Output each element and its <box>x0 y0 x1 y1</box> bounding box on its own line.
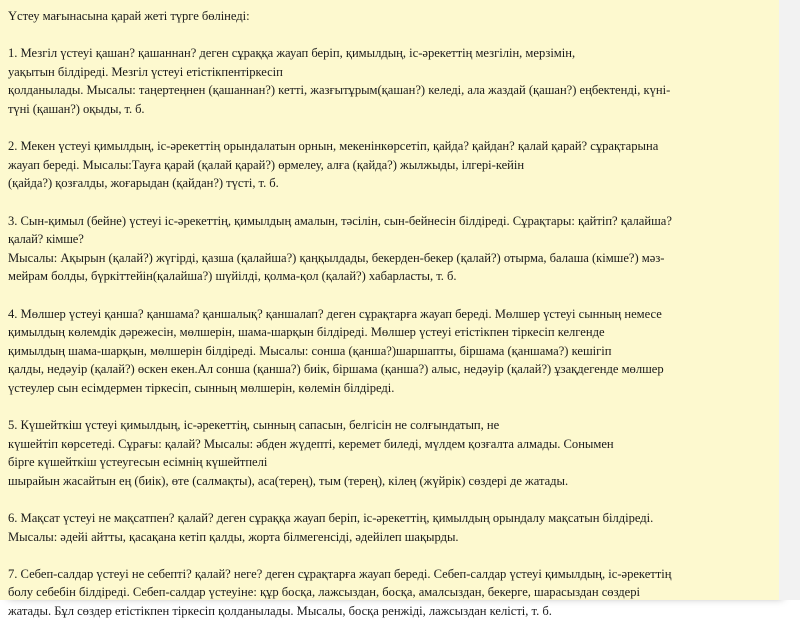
text-line: қимылдың шама-шарқын, мөлшерін білдіреді. Мысалы: сонша (қанша?)шаршапты, біршама (қаншама?) кешігіп <box>8 343 612 358</box>
text-line: шырайын жасайтын ең (биік), өте (салмақты), аса(терең), тым (терең), кілең (жүйрік) сөздері де жатады. <box>8 473 569 488</box>
spacer <box>8 119 776 138</box>
right-margin-strip <box>779 0 800 600</box>
section-7 <box>8 565 776 621</box>
text-line: күшейтіп көрсетеді. Сұрағы: қалай? Мысалы: әбден жүдепті, керемет биледі, мүлдем қозғалта алмады. Сонымен <box>8 436 614 451</box>
spacer <box>8 26 776 45</box>
text-line: мейрам болды, бүркіттейін(қалайша?) шүйілді, қолма-қол (қалай?) хабарласты, т. б. <box>8 269 457 284</box>
section-2 <box>8 137 776 193</box>
text-line: бірге күшейткіш үстеугесын есімнің күшейтпелі <box>8 455 268 470</box>
text-line: үстеулер сын есімдермен тіркесіп, сынның мөлшерін, көлемін білдіреді. <box>8 380 395 395</box>
text-line: Мысалы: Ақырын (қалай?) жүгірді, қазша (қалайша?) қаңқылдады, бекерден-бекер (қалай?) отырма, балаша (кімше?) мәз- <box>8 250 665 265</box>
section-5 <box>8 416 776 490</box>
text-line: қалай? кімше? <box>8 232 84 247</box>
section-6 <box>8 509 776 546</box>
document-body <box>8 7 776 621</box>
text-line: 4. Мөлшер үстеуі қанша? қаншама? қаншалық? қаншалап? деген сұрақтарға жауап береді. Мөлшер үстеуі сынның немесе <box>8 306 662 321</box>
text-line: 1. Мезгіл үстеуі қашан? қашаннан? деген сұраққа жауап беріп, қимылдың, іс-әрекеттің мезгілін, мерзімін, <box>8 46 576 61</box>
text-line: түні (қашан?) оқыды, т. б. <box>8 101 145 116</box>
text-line: 7. Себеп-салдар үстеуі не себепті? қалай? неге? деген сұрақтарға жауап береді. Себеп-салдар үстеуі қимылдың, іс-әрекеттің <box>8 566 672 581</box>
text-line: қалды, недәуір (қалай?) өскен екен.Ал сонша (қанша?) биік, біршама (қанша?) алыс, недәуір (қалай?) ұзақдегенде мөлшер <box>8 362 664 377</box>
section-3 <box>8 212 776 286</box>
text-line: (қайда?) қозғалды, жоғарыдан (қайдан?) түсті, т. б. <box>8 176 279 191</box>
spacer <box>8 490 776 509</box>
text-line: 6. Мақсат үстеуі не мақсатпен? қалай? деген сұраққа жауап беріп, іс-әрекеттің, қимылдың орындалу мақсатын білдіреді. <box>8 511 654 526</box>
spacer <box>8 193 776 212</box>
text-line: қолданылады. Мысалы: таңертеңнен (қашаннан?) кетті, жазғытұрым(қашан?) келеді, ала жаздай (қашан?) еңбектенді, күні- <box>8 83 671 98</box>
spacer <box>8 397 776 416</box>
text-line: жауап береді. Мысалы:Тауға қарай (қалай қарай?) өрмелеу, алға (қайда?) жылжыды, ілгері-кейін <box>8 157 525 172</box>
text-line: болу себебін білдіреді. Себеп-салдар үстеуіне: құр босқа, лажсыздан, босқа, амалсыздан, бекерге, шарасыздан сөздері <box>8 585 641 600</box>
heading: Үстеу мағынасына қарай жеті түрге бөлінеді: <box>8 9 250 23</box>
text-line: 5. Күшейткіш үстеуі қимылдың, іс-әрекеттің, сынның сапасын, белгісін не солғындатып, не <box>8 418 500 433</box>
spacer <box>8 546 776 565</box>
section-1 <box>8 44 776 118</box>
text-line: уақытын білдіреді. Мезгіл үстеуі етістікпентіркесіп <box>8 64 283 79</box>
spacer <box>8 286 776 305</box>
text-line: Мысалы: әдейі айтты, қасақана кетіп қалды, жорта білмегенсіді, әдейілеп шақырды. <box>8 529 459 544</box>
text-line: жатады. Бұл сөздер етістікпен тіркесіп қолданылады. Мысалы, босқа ренжіді, лажсыздан келісті, т. б. <box>8 604 552 618</box>
text-line: қимылдың көлемдік дәрежесін, мөлшерін, шама-шарқын білдіреді. Мөлшер үстеуі етістікпен тіркесіп келгенде <box>8 325 605 340</box>
text-line: 3. Сын-қимыл (бейне) үстеуі іс-әрекеттің, қимылдың амалын, тәсілін, сын-бейнесін білдіреді. Сұрақтары: қайтіп? қалайша? <box>8 213 672 228</box>
section-4 <box>8 305 776 398</box>
text-line: 2. Мекен үстеуі қимылдың, іс-әрекеттің орындалатын орнын, мекенінкөрсетіп, қайда? қайдан? қалай қарай? сұрақтарына <box>8 139 659 154</box>
